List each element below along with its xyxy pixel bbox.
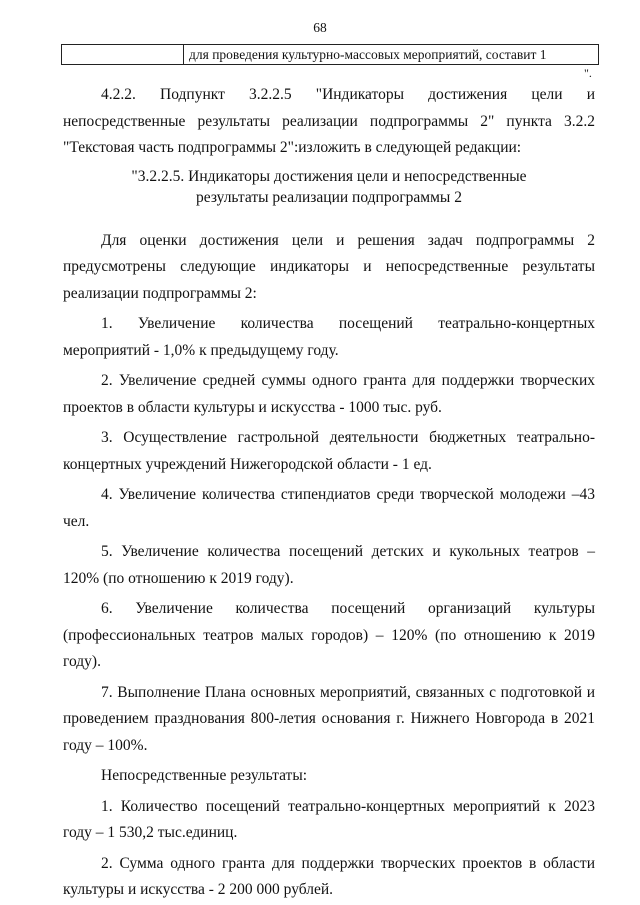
result-2: 2. Сумма одного гранта для поддержки творческих проектов в области культуры и искусства - 2 200 000 рублей. (63, 854, 595, 898)
indicator-4: 4. Увеличение количества стипендиатов среди творческой молодежи –43 чел. (63, 486, 595, 530)
table-cell-empty (62, 45, 184, 64)
amendment-intro: 4.2.2. Подпункт 3.2.2.5 "Индикаторы достижения цели и непосредственные результаты реализации подпрограммы 2" пункта 3.2.2 "Текстовая часть подпрограммы 2":изложить в следующей редакции: (63, 86, 595, 156)
indicator-7: 7. Выполнение Плана основных мероприятий, связанных с подготовкой и проведением празднования 800-летия основания г. Нижнего Новгорода в 2021 году – 100%. (63, 683, 595, 754)
indicator-5: 5. Увеличение количества посещений детских и кукольных театров – 120% (по отношению к 2019 году). (63, 543, 595, 587)
indicator-6: 6. Увеличение количества посещений организаций культуры (профессиональных театров малых городов) – 120% (по отношению к 2019 году). (63, 600, 595, 670)
indicator-1: 1. Увеличение количества посещений театрально-концертных мероприятий - 1,0% к предыдущему году. (63, 315, 595, 359)
continuation-table-row (61, 44, 599, 65)
results-heading: Непосредственные результаты: (101, 767, 308, 784)
document-body (63, 82, 595, 904)
page-number: 68 (313, 20, 327, 35)
table-cell-text: для проведения культурно-массовых мероприятий, составит 1 (189, 47, 547, 62)
closing-quote: ". (584, 66, 592, 80)
indicator-2: 2. Увеличение средней суммы одного гранта для поддержки творческих проектов в области культуры и искусства - 1000 тыс. руб. (63, 372, 595, 416)
section-heading (63, 166, 595, 208)
section-heading-line-2: результаты реализации подпрограммы 2 (196, 188, 462, 206)
lead-paragraph: Для оценки достижения цели и решения задач подпрограммы 2 предусмотрены следующие индикаторы и непосредственные результаты реализации подпрограммы 2: (63, 231, 595, 302)
section-heading-line-1: "3.2.2.5. Индикаторы достижения цели и непосредственные (131, 167, 527, 185)
indicator-3: 3. Осуществление гастрольной деятельности бюджетных театрально-концертных учреждений Нижегородской области - 1 ед. (63, 429, 595, 473)
result-1: 1. Количество посещений театрально-концертных мероприятий к 2023 году – 1 530,2 тыс.единиц. (63, 797, 595, 841)
